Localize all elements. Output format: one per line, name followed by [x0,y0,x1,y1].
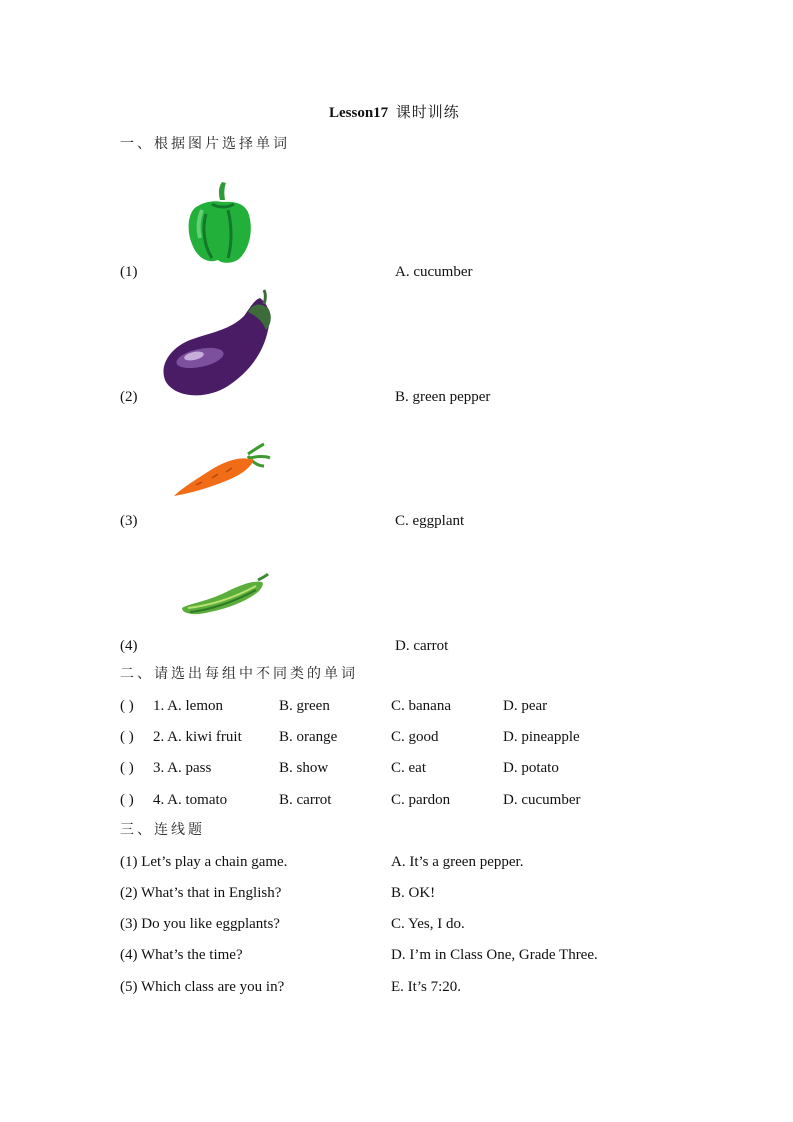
choice-a: 3. A. pass [153,760,212,776]
choice-c: C. pardon [391,792,451,808]
s1-option: D. carrot [395,638,449,654]
match-answer: E. It’s 7:20. [391,979,461,995]
s1-item-num: (3) [120,513,138,529]
carrot-icon [172,444,272,500]
choice-b: B. green [279,698,330,714]
choice-a: 2. A. kiwi fruit [153,729,242,745]
answer-blank: ( ) [120,729,134,745]
match-answer: B. OK! [391,885,436,901]
title-main: Lesson17 [329,105,389,121]
choice-c: C. good [391,729,439,745]
choice-a: 4. A. tomato [153,792,228,808]
section-3-heading: 三、连线题 [120,822,205,838]
title-sub: 课时训练 [395,103,460,121]
choice-b: B. show [279,760,329,776]
answer-blank: ( ) [120,792,134,808]
section-1-heading: 一、根据图片选择单词 [120,136,290,152]
eggplant-icon [160,290,280,400]
answer-blank: ( ) [120,698,134,714]
s1-item-num: (2) [120,389,138,405]
s1-option: A. cucumber [395,264,473,280]
cucumber-icon [180,574,268,618]
match-question: (5) Which class are you in? [120,979,285,995]
choice-b: B. orange [279,729,338,745]
match-question: (4) What’s the time? [120,947,243,963]
choice-d: D. potato [503,760,559,776]
green-pepper-icon [184,180,256,266]
match-question: (3) Do you like eggplants? [120,916,280,932]
choice-c: C. banana [391,698,451,714]
answer-blank: ( ) [120,760,134,776]
match-answer: D. I’m in Class One, Grade Three. [391,947,598,963]
match-answer: A. It’s a green pepper. [391,854,524,870]
match-answer: C. Yes, I do. [391,916,465,932]
section-2-heading: 二、请选出每组中不同类的单词 [120,666,358,682]
s1-option: C. eggplant [395,513,465,529]
s1-option: B. green pepper [395,389,491,405]
match-question: (1) Let’s play a chain game. [120,854,288,870]
choice-a: 1. A. lemon [153,698,223,714]
choice-c: C. eat [391,760,426,776]
choice-d: D. cucumber [503,792,581,808]
choice-d: D. pineapple [503,729,580,745]
s1-item-num: (4) [120,638,138,654]
page-title [329,103,460,122]
choice-d: D. pear [503,698,548,714]
match-question: (2) What’s that in English? [120,885,282,901]
choice-b: B. carrot [279,792,332,808]
s1-item-num: (1) [120,264,138,280]
